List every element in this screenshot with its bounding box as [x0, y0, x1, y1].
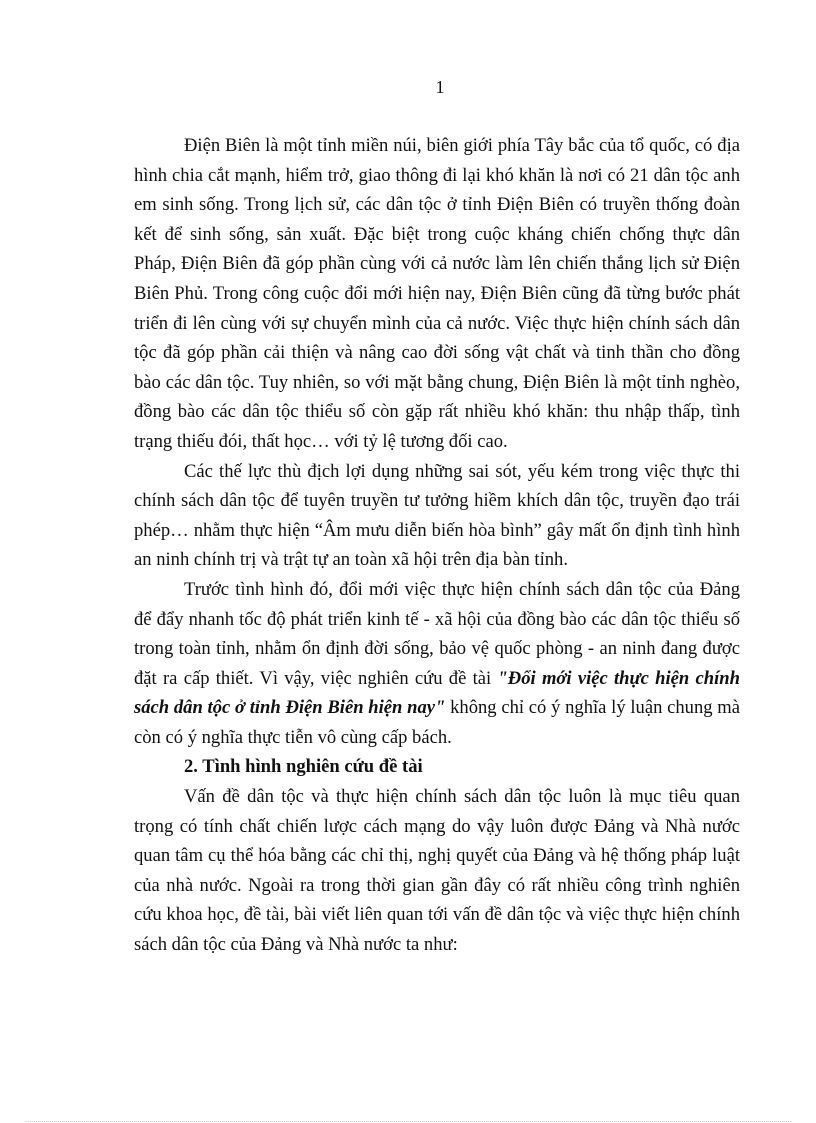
section-heading: 2. Tình hình nghiên cứu đề tài — [184, 756, 423, 778]
rationale-text-after: không chỉ có ý nghĩa lý luận chung mà còn có ý nghĩa thực tiễn vô cùng cấp bách. — [134, 697, 741, 748]
page-bottom-dotted-rule — [25, 1121, 791, 1122]
paragraph-hostile-forces: Các thế lực thù địch lợi dụng những sai sót, yếu kém trong việc thực thi chính sách dân tộc để tuyên truyền tư tưởng hiềm khích dân tộc, truyền đạo trái phép… nhằm thực hiện “Âm mưu diễn biến hòa bình” gây mất ổn định tình hình an ninh chính trị và trật tự an toàn xã hội trên địa bàn tỉnh. — [134, 460, 740, 571]
paragraph-intro: Điện Biên là một tỉnh miền núi, biên giới phía Tây bắc của tổ quốc, có địa hình chia cắt mạnh, hiểm trở, giao thông đi lại khó khăn là nơi có 21 dân tộc anh em sinh sống. Trong lịch sử, các dân tộc ở tỉnh Điện Biên có truyền thống đoàn kết để sinh sống, sản xuất. Đặc biệt trong cuộc kháng chiến chống thực dân Pháp, Điện Biên đã góp phần cùng với cả nước làm lên chiến thắng lịch sử Điện Biên Phủ. Trong công cuộc đổi mới hiện nay, Điện Biên cũng đã từng bước phát triển đi lên cùng với sự chuyển mình của cả nước. Việc thực hiện chính sách dân tộc đã góp phần cải thiện và nâng cao đời sống vật chất và tinh thần cho đồng bào các dân tộc. Tuy nhiên, so với mặt bằng chung, Điện Biên là một tỉnh nghèo, đồng bào các dân tộc thiểu số còn gặp rất nhiều khó khăn: thu nhập thấp, tình trạng thiếu đói, thất học… với tỷ lệ tương đối cao. — [134, 135, 740, 452]
rationale-text-before: Trước tình hình đó, đổi mới việc thực hiện chính sách dân tộc của Đảng để đẩy nhanh tốc độ phát triển kinh tế - xã hội của đồng bào các dân tộc thiểu số trong toàn tỉnh, nhằm ổn định đời sống, bảo vệ quốc phòng - an ninh đang được đặt ra cấp thiết. Vì vậy, việc nghiên cứu đề tài — [134, 578, 740, 689]
paragraph-rationale — [134, 575, 740, 753]
thesis-title-emphasis: "Đổi mới việc thực hiện chính sách dân tộc ở tỉnh Điện Biên hiện nay" — [134, 667, 740, 719]
document-body — [134, 131, 740, 960]
page-number: 1 — [435, 77, 445, 97]
paragraph-research-status: Vấn đề dân tộc và thực hiện chính sách dân tộc luôn là mục tiêu quan trọng có tính chất chiến lược cách mạng do vậy luôn được Đảng và Nhà nước quan tâm cụ thể hóa bằng các chỉ thị, nghị quyết của Đảng và hệ thống pháp luật của nhà nước. Ngoài ra trong thời gian gần đây có rất nhiều công trình nghiên cứu khoa học, đề tài, bài viết liên quan tới vấn đề dân tộc và việc thực hiện chính sách dân tộc của Đảng và Nhà nước ta như: — [134, 786, 740, 956]
